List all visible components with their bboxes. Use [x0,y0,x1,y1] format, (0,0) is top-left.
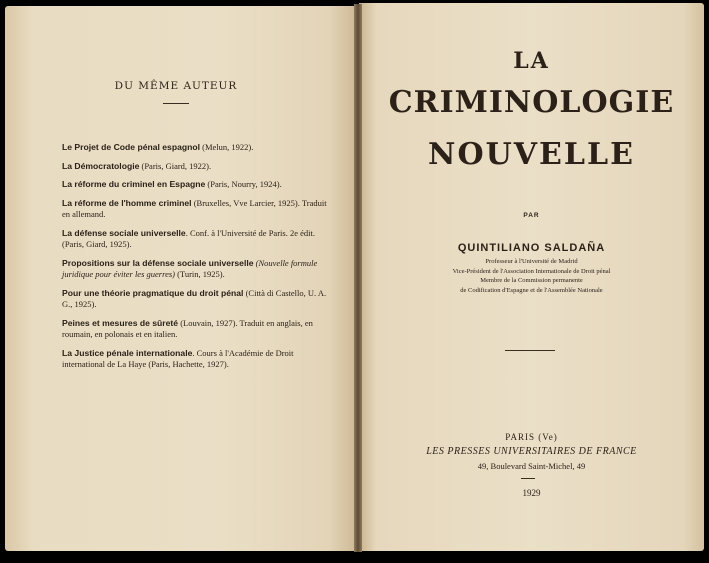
other-works-heading: DU MÊME AUTEUR [114,80,238,92]
work-entry [62,198,327,221]
work-details: (Turin, 1925). [175,269,225,279]
author-credentials [359,257,704,295]
work-entry [62,348,327,371]
by-label: PAR [523,212,540,219]
work-title: Pour une théorie pragmatique du droit pénal [62,287,244,298]
work-details: (Città di Castello, U. A. G., 1925). [62,287,327,309]
title-article: LA [513,48,550,74]
work-details: (Paris, Giard, 1922). [139,160,212,171]
publisher-name: LES PRESSES UNIVERSITAIRES DE FRANCE [426,446,637,457]
address-rule [521,478,535,479]
publisher-city: PARIS (Ve) [505,432,558,442]
work-details: (Bruxelles, Vve Larcier, 1925). Traduit en allemand. [62,197,327,219]
work-details: . Cours à l'Académie de Droit international de La Haye (Paris, Hachette, 1927). [62,347,294,369]
work-entry [62,288,327,311]
work-entry [62,179,327,191]
work-details: (Louvain, 1927). Traduit en anglais, en roumain, en polonais et en italien. [62,317,313,339]
title-line-1: CRIMINOLOGIE [388,85,675,120]
work-title: La réforme de l'homme criminel [62,197,192,208]
work-title: La réforme du criminel en Espagne [62,179,206,189]
author-name: QUINTILIANO SALDAÑA [457,242,606,254]
publication-year: 1929 [522,488,541,498]
credential-line: Professeur à l'Université de Madrid [485,258,578,265]
credential-line: de Codification d'Espagne et de l'Assemblée Nationale [460,286,603,294]
credential-line: Vice-Président de l'Association Internationale de Droit pénal [452,267,611,275]
work-entry [62,161,327,173]
work-title: La Démocratologie [62,160,140,171]
work-title: La Justice pénale internationale [62,347,193,358]
work-title: Propositions sur la défense sociale universelle [62,257,254,268]
work-entry [62,318,327,341]
title-page-rule [505,350,555,351]
credential-line: Membre de la Commission permanente [480,277,583,284]
work-entry [62,142,327,154]
work-details: (Melun, 1922). [200,142,254,152]
work-title: Le Projet de Code pénal espagnol [62,142,201,152]
work-details: . Conf. à l'Université de Paris. 2e édit. (Paris, Giard, 1925). [62,227,315,249]
work-title: Peines et mesures de sûreté [62,317,179,328]
work-subtitle: (Nouvelle formule juridique pour éviter les guerres) [62,257,318,279]
heading-rule [163,103,189,104]
title-line-2: NOUVELLE [428,137,635,172]
work-entry [62,258,327,281]
publisher-address: 49, Boulevard Saint-Michel, 49 [477,461,586,471]
other-works-list [62,142,327,378]
work-title: La défense sociale universelle [62,227,186,238]
work-details: (Paris, Nourry, 1924). [205,179,282,189]
work-entry [62,228,327,251]
